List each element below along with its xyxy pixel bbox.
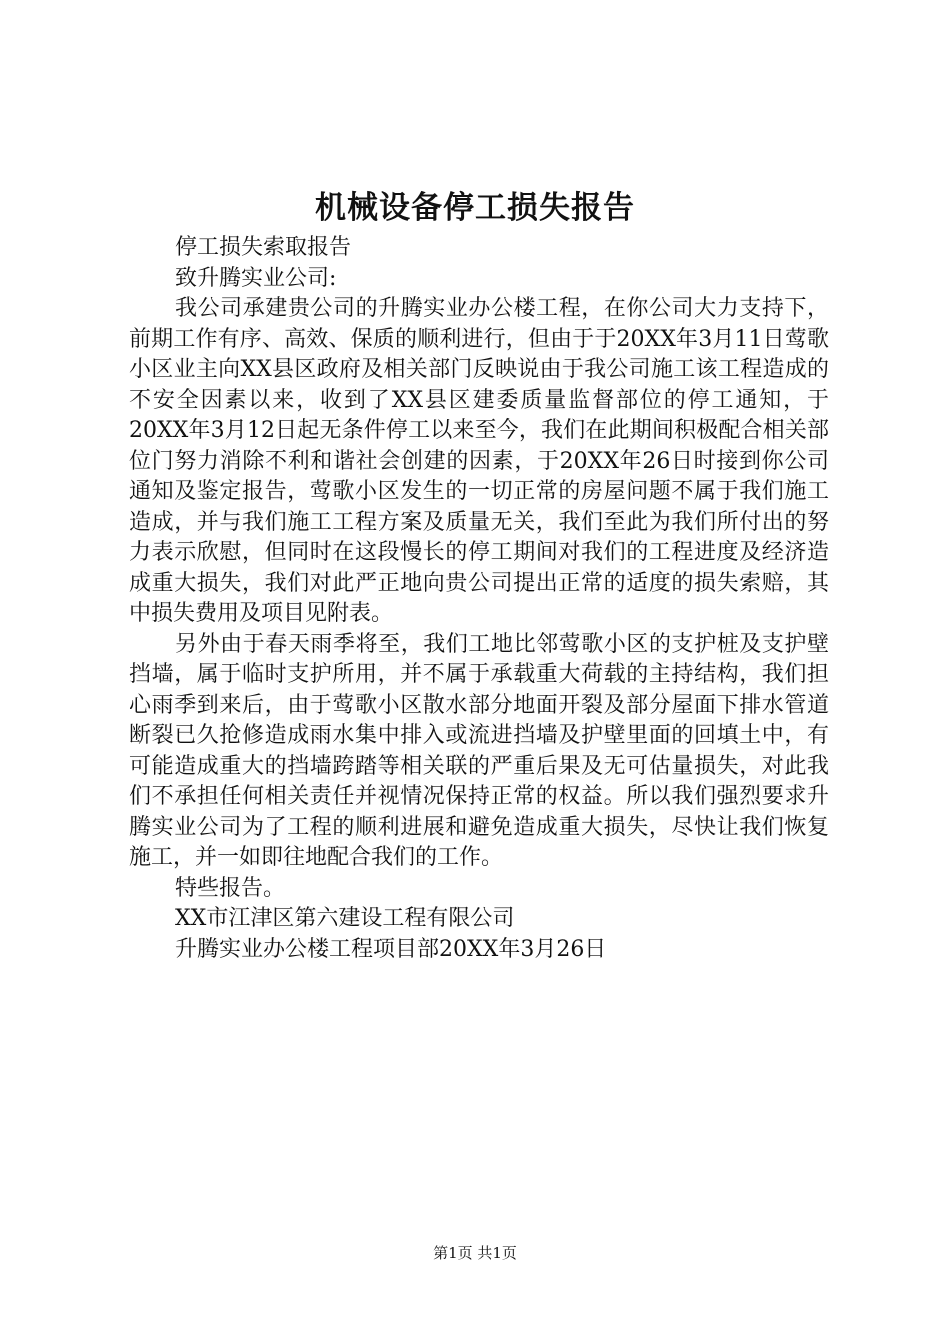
document-body — [129, 233, 829, 965]
page-number-footer: 第1页 共1页 — [433, 1244, 517, 1262]
page-title: 机械设备停工损失报告 — [315, 190, 635, 226]
signature-company: XX市江津区第六建设工程有限公司 — [175, 906, 515, 931]
salutation: 致升腾实业公司: — [175, 265, 337, 291]
paragraph-rain-season: 另外由于春天雨季将至，我们工地比邻莺歌小区的支护桩及支护壁挡墙，属于临时支护所用，并不属于承载重大荷载的主持结构，我们担心雨季到来后，由于莺歌小区散水部分地面开裂及部分屋面下排水管道断裂已久抢修造成雨水集中排入或流进挡墙及护壁里面的回填土中，有可能造成重大的挡墙跨踏等相关联的严重后果及无可估量损失，对此我们不承担任何相关责任并视情况保持正常的权益。所以我们强烈要求升腾实业公司为了工程的顺利进展和避免造成重大损失，尽快让我们恢复施工，并一如即往地配合我们的工作。 — [129, 631, 829, 870]
signature-project-date: 升腾实业办公楼工程项目部20XX年3月26日 — [175, 936, 607, 962]
paragraph-claim: 我公司承建贵公司的升腾实业办公楼工程，在你公司大力支持下，前期工作有序、高效、保质的顺利进行，但由于于20XX年3月11日莺歌小区业主向XX县区政府及相关部门反映说由于我公司施工该工程造成的不安全因素以来，收到了XX县区建委质量监督部位的停工通知，于20XX年3月12日起无条件停工以来至今，我们在此期间积极配合相关部位门努力消除不利和谐社会创建的因素，于20XX年26日时接到你公司通知及鉴定报告，莺歌小区发生的一切正常的房屋问题不属于我们施工造成，并与我们施工工程方案及质量无关，我们至此为我们所付出的努力表示欣慰，但同时在这段慢长的停工期间对我们的工程进度及经济造成重大损失，我们对此严正地向贵公司提出正常的适度的损失索赔，其中损失费用及项目见附表。 — [129, 296, 829, 626]
closing-line: 特些报告。 — [175, 875, 286, 901]
document-subtitle: 停工损失索取报告 — [175, 235, 352, 260]
